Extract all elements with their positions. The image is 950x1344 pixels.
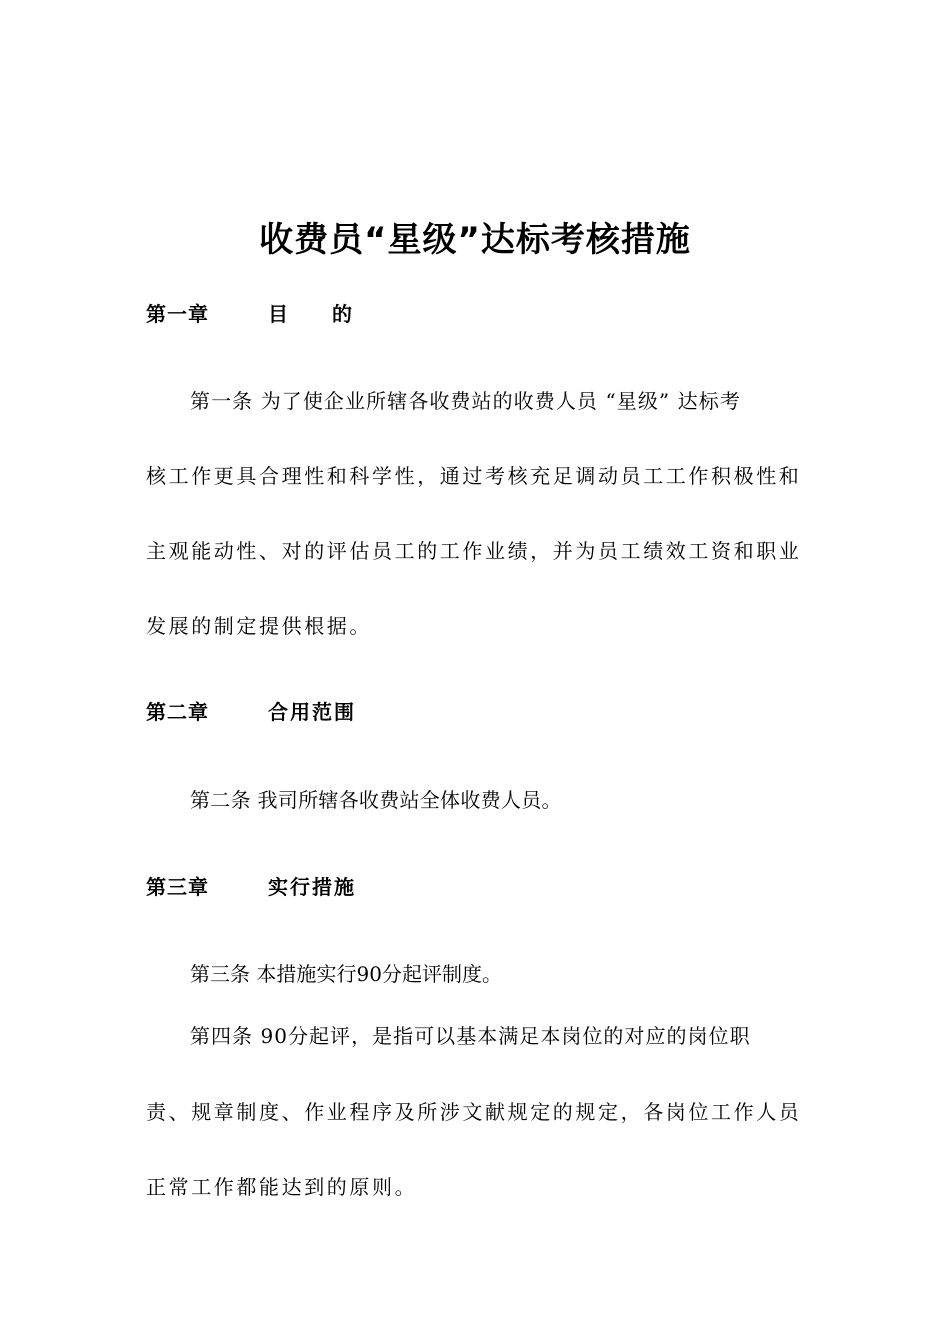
chapter-heading-1 <box>146 300 396 328</box>
paragraph-line: 第二条 我司所辖各收费站全体收费人员。 <box>190 788 562 812</box>
paragraph-line: 第四条 90分起评，是指可以基本满足本岗位的对应的岗位职 <box>190 1024 751 1048</box>
chapter-heading-3 <box>146 873 356 901</box>
paragraph-line: 第一条 为了使企业所辖各收费站的收费人员 “星级” 达标考 <box>190 389 741 413</box>
chapter-heading-2 <box>146 698 356 726</box>
chapter-name: 实行措施 <box>268 875 356 899</box>
paragraph-line: 正常工作都能达到的原则。 <box>146 1175 418 1199</box>
chapter-number: 第三章 <box>146 875 209 899</box>
paragraph-line: 核工作更具合理性和科学性，通过考核充足调动员工工作积极性和 <box>146 464 802 488</box>
chapter-name: 目的 <box>268 302 396 326</box>
paragraph-line: 主观能动性、对的评估员工的工作业绩，并为员工绩效工资和职业 <box>146 539 802 563</box>
chapter-name: 合用范围 <box>268 700 356 724</box>
chapter-number: 第一章 <box>146 302 209 326</box>
chapter-number: 第二章 <box>146 700 209 724</box>
document-title: 收费员“星级”达标考核措施 <box>259 220 691 260</box>
paragraph-line: 发展的制定提供根据。 <box>146 614 372 638</box>
paragraph-line: 第三条 本措施实行90分起评制度。 <box>190 962 503 986</box>
paragraph-line: 责、规章制度、作业程序及所涉文献规定的规定，各岗位工作人员 <box>146 1100 802 1124</box>
